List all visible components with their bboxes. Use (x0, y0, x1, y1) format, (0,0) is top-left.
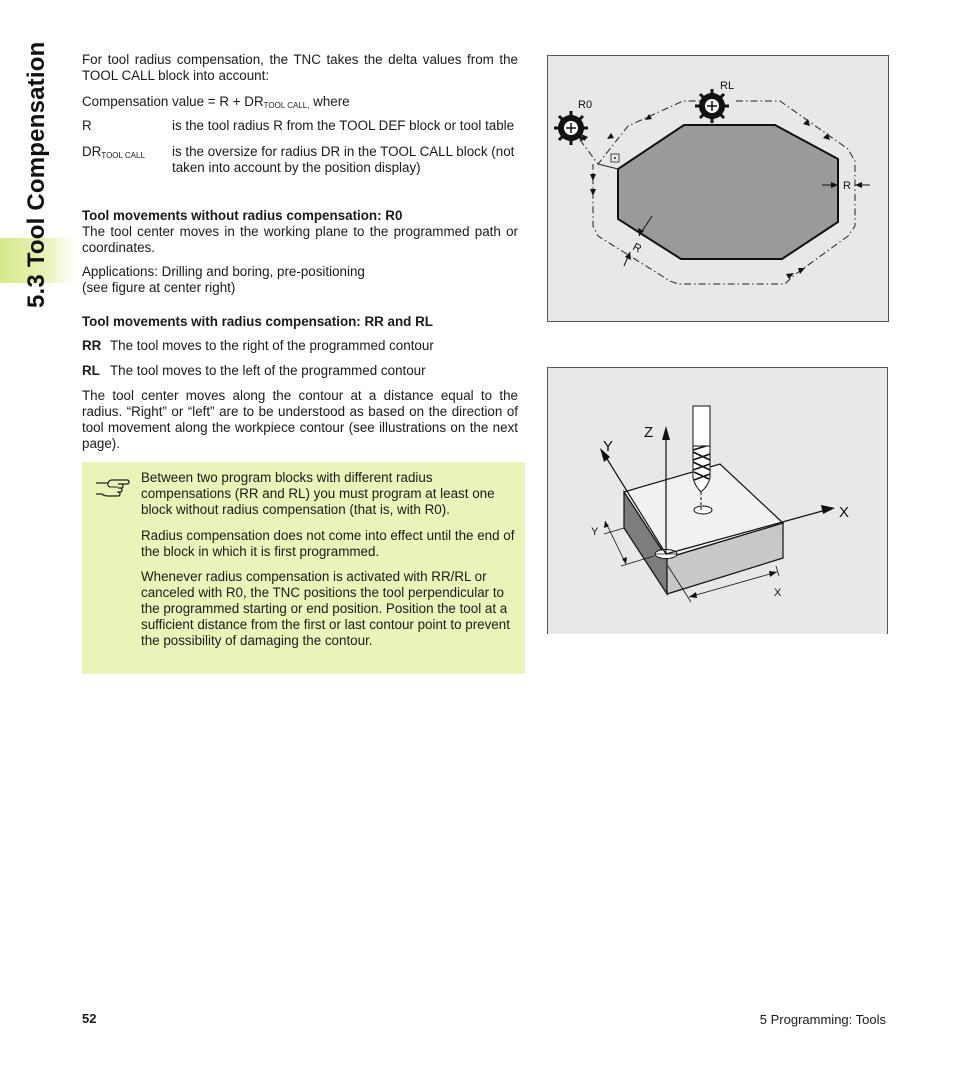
compensation-formula (82, 94, 518, 114)
workpiece-3d-diagram (548, 368, 887, 634)
rl-item (82, 363, 518, 379)
figure-drilling (547, 367, 888, 634)
definition-list (82, 118, 518, 176)
definition-desc: is the tool radius R from the TOOL DEF block or tool table (172, 118, 515, 133)
axis-label-z: Z (644, 424, 654, 441)
rr-item (82, 338, 518, 354)
definition-item (82, 144, 518, 176)
rl-code: RL (82, 363, 100, 378)
definition-desc: is the oversize for radius DR in the TOOL CALL block (not taken into account by the position display) (172, 144, 515, 175)
label-r0: R0 (578, 99, 593, 111)
dimension-label-y: Y (591, 526, 599, 538)
note-paragraph: Whenever radius compensation is activated with RR/RL or canceled with R0, the TNC positions the tool perpendicular to the programmed starting or end position. Position the tool at a sufficient distance from the first or last contour point to prevent the possibility of damaging the contour. (141, 569, 510, 648)
note-paragraph: Between two program blocks with different radius compensations (RR and RL) you must program at least one block without radius compensation (that is, with R0). (141, 470, 495, 517)
rr-rl-body: The tool center moves along the contour at a distance equal to the radius. “Right” or “left” are to be understood as based on the direction of tool movement along the workpiece contour (see illustrations on the next page). (82, 388, 518, 451)
rr-text: The tool moves to the right of the programmed contour (110, 338, 434, 353)
rl-text: The tool moves to the left of the programmed contour (110, 363, 426, 378)
formula-suffix: where (309, 94, 350, 109)
definition-term: R (82, 118, 92, 133)
r0-applications-1: Applications: Drilling and boring, pre-positioning (82, 264, 365, 279)
section-title: 5.3 Tool Compensation (23, 41, 50, 308)
label-r-right: R (843, 180, 851, 192)
definition-term: $DR_{TOOL CALL}$ (82, 144, 145, 160)
workpiece-contour (618, 125, 838, 259)
pointing-hand-icon (94, 474, 130, 498)
dimension-label-x: X (774, 587, 782, 599)
figure-radius-compensation (547, 55, 889, 322)
rr-code: RR (82, 338, 102, 353)
axis-label-x: X (839, 504, 850, 521)
chapter-footer: 5 Programming: Tools (759, 1012, 886, 1027)
formula-prefix: Compensation value = R + DR (82, 94, 264, 109)
intro-block (82, 52, 518, 114)
label-rl: RL (720, 80, 735, 92)
label-r-diag: R (630, 241, 644, 256)
note-paragraph: Radius compensation does not come into effect until the end of the block in which it is first programmed. (141, 528, 515, 559)
section-rr-rl (82, 314, 518, 452)
r0-body: The tool center moves in the working plane to the programmed path or coordinates. (82, 224, 518, 255)
intro-text: For tool radius compensation, the TNC takes the delta values from the TOOL CALL block into account: (82, 52, 518, 83)
heading-r0: Tool movements without radius compensation: R0 (82, 208, 403, 223)
tool-rl-icon (695, 89, 729, 123)
formula-subscript: TOOL CALL, (263, 101, 310, 110)
section-r0 (82, 208, 518, 296)
heading-rr-rl: Tool movements with radius compensation: RR and RL (82, 314, 433, 329)
contour-diagram (548, 56, 888, 321)
page-number: 52 (82, 1011, 97, 1026)
tool-r0-icon (554, 111, 588, 145)
r0-applications-2: (see figure at center right) (82, 280, 236, 295)
note-box (82, 462, 525, 674)
axis-label-y: Y (603, 438, 614, 455)
definition-item (82, 118, 518, 134)
